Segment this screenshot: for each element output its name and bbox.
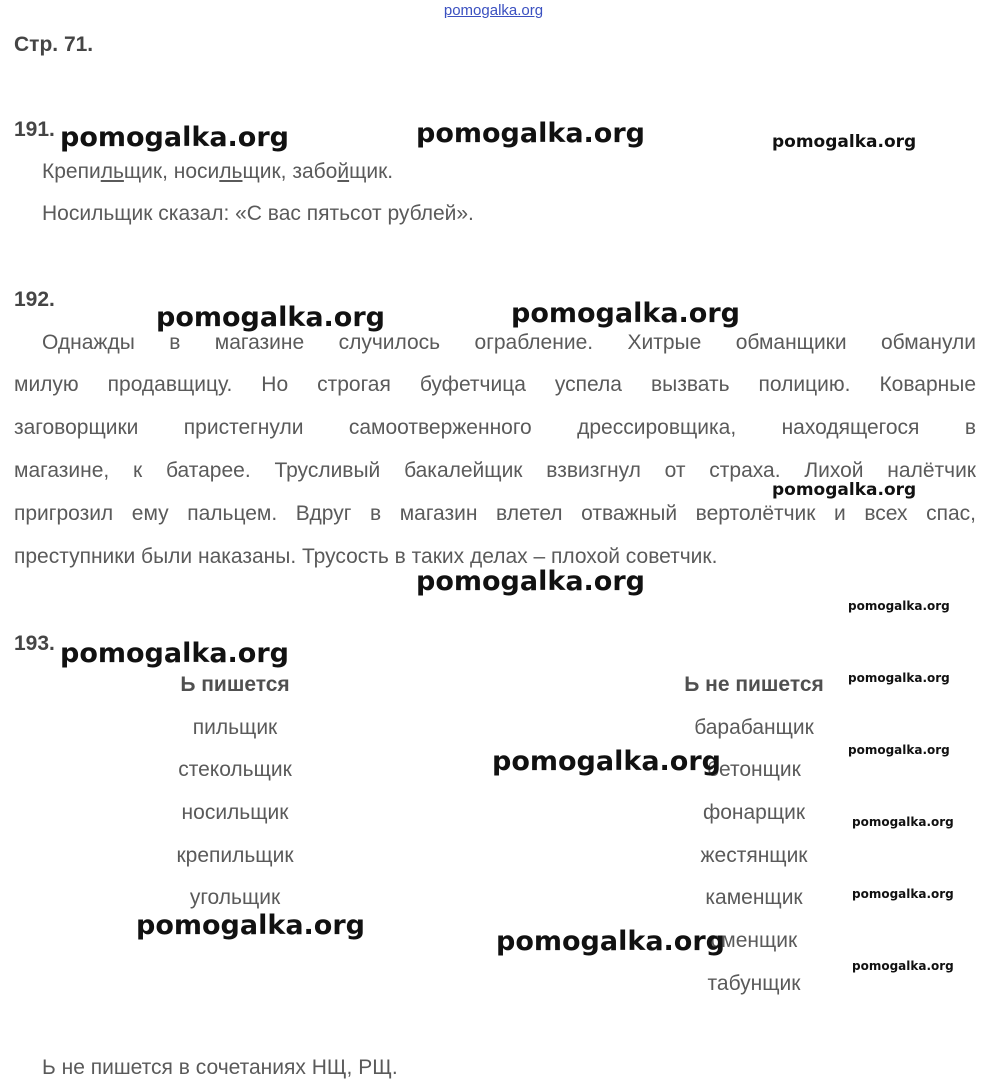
watermark: pomogalka.org [848, 743, 950, 757]
watermark: pomogalka.org [848, 599, 950, 613]
watermark: pomogalka.org [852, 959, 954, 973]
exercise-191-number: 191. [14, 118, 55, 141]
watermark: pomogalka.org [60, 638, 289, 669]
exercise-193-number: 193. [14, 632, 55, 655]
list-item: бетонщик [707, 758, 801, 781]
exercise-192-line: пригрозил ему пальцем. Вдруг в магазин влетел отважный вертолётчик и всех спас, [14, 502, 976, 525]
watermark: pomogalka.org [511, 298, 740, 329]
underlined-letters: ль [219, 160, 243, 183]
underlined-letters: й [337, 160, 350, 183]
column-title-soft-sign: Ь пишется [180, 673, 290, 696]
page-reference: Стр. 71. [14, 33, 94, 56]
list-item: крепильщик [176, 844, 294, 867]
list-item: жестянщик [700, 844, 808, 867]
exercise-192-line: магазине, к батарее. Трусливый бакалейщик взвизгнул от страха. Лихой налётчик [14, 459, 976, 482]
list-item: барабанщик [694, 716, 814, 739]
watermark: pomogalka.org [416, 118, 645, 149]
watermark: pomogalka.org [136, 910, 365, 941]
watermark: pomogalka.org [848, 671, 950, 685]
word-part: щик, забо [242, 160, 338, 183]
exercise-192-line: Однажды в магазине случилось ограбление. Хитрые обманщики обманули [42, 331, 976, 354]
list-item: фонарщик [702, 801, 806, 824]
word-part: щик, носи [123, 160, 220, 183]
watermark: pomogalka.org [852, 887, 954, 901]
word-part: щик. [349, 160, 394, 183]
exercise-192-line: заговорщики пристегнули самоотверженного дрессировщика, находящегося в [14, 416, 976, 439]
list-item: сменщик [710, 929, 798, 952]
list-item: угольщик [189, 886, 281, 909]
exercise-192-line: милую продавщицу. Но строгая буфетчица успела вызвать полицию. Коварные [14, 373, 976, 396]
list-item: пильщик [192, 716, 278, 739]
watermark: pomogalka.org [496, 926, 725, 957]
column-title-no-soft-sign: Ь не пишется [684, 673, 824, 696]
site-link[interactable]: pomogalka.org [443, 2, 544, 19]
list-item: носильщик [181, 801, 289, 824]
list-item: табунщик [707, 972, 801, 995]
exercise-192-number: 192. [14, 288, 55, 311]
exercise-191-sentence: Носильщик сказал: «С вас пятьсот рублей». [42, 202, 474, 225]
watermark: pomogalka.org [416, 566, 645, 597]
watermark: pomogalka.org [60, 122, 289, 153]
watermark: pomogalka.org [852, 815, 954, 829]
watermark: pomogalka.org [772, 480, 917, 500]
underlined-letters: ль [100, 160, 124, 183]
word-part: Крепи [42, 160, 101, 183]
list-item: каменщик [705, 886, 803, 909]
exercise-191-words [42, 160, 393, 184]
watermark: pomogalka.org [156, 302, 385, 333]
exercise-192-line: преступники были наказаны. Трусость в таких делах – плохой советчик. [14, 545, 718, 568]
spelling-rule: Ь не пишется в сочетаниях НЩ, РЩ. [42, 1056, 398, 1079]
list-item: стекольщик [178, 758, 292, 781]
watermark: pomogalka.org [772, 132, 917, 152]
watermark: pomogalka.org [492, 746, 721, 777]
